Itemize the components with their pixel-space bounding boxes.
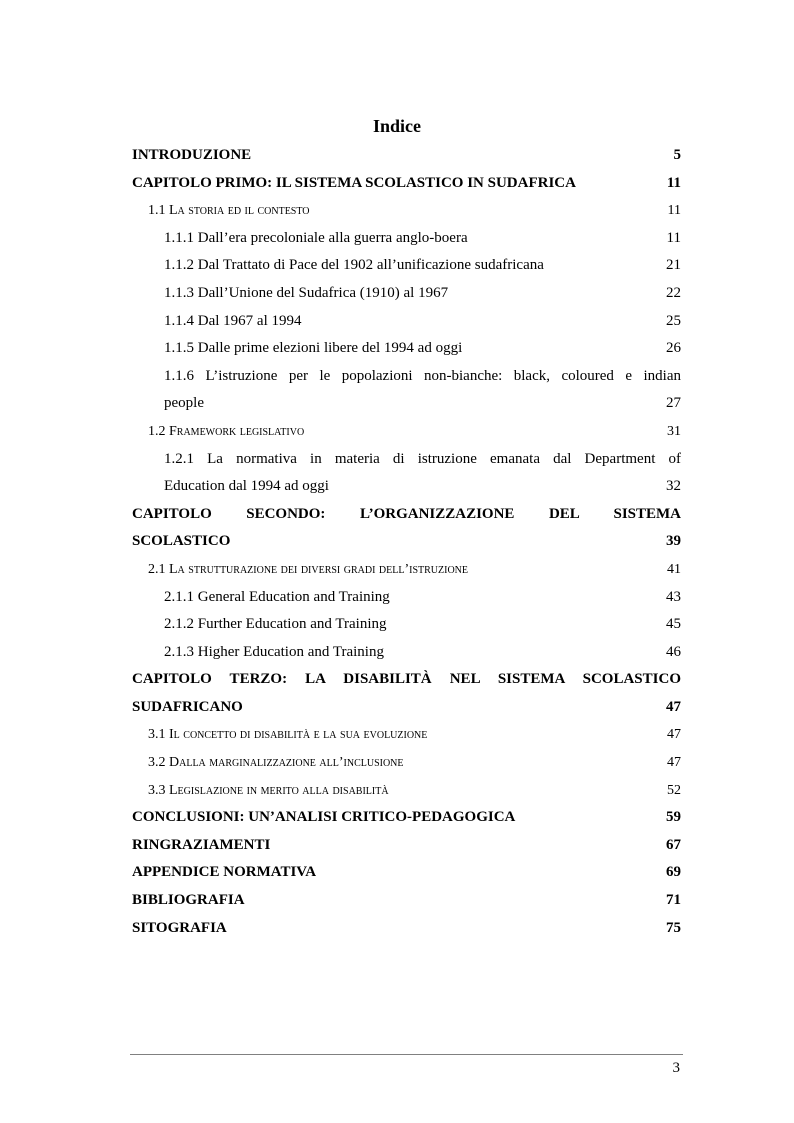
page-number: 3 (672, 1060, 680, 1076)
toc-entry-line2 (132, 694, 681, 722)
toc-entry-label-line1: 1.1.6 L’istruzione per le popolazioni non-bianche: black, coloured e indian (164, 367, 681, 384)
toc-entry-page: 27 (666, 395, 681, 412)
toc-entry-bibliografia[interactable] (132, 887, 681, 915)
toc-entry-page: 47 (667, 727, 681, 743)
toc-entry-page: 46 (666, 643, 681, 660)
toc-entry-page: 69 (666, 864, 681, 881)
toc-entry-page: 59 (666, 809, 681, 826)
toc-entry-page: 11 (667, 203, 681, 219)
toc-entry-label: 1.2 Framework legislativo (148, 423, 305, 439)
toc-entry-2-1-2[interactable] (132, 611, 681, 639)
toc-entry-2-1-1[interactable] (132, 584, 681, 612)
toc-entry-capitolo-terzo[interactable] (132, 666, 681, 721)
toc-entry-page: 32 (666, 478, 681, 495)
toc-entry-ringraziamenti[interactable] (132, 832, 681, 860)
toc-entry-label: 1.1.1 Dall’era precoloniale alla guerra anglo-boera (164, 229, 468, 246)
toc-entry-label: CAPITOLO PRIMO: IL SISTEMA SCOLASTICO IN SUDAFRICA (132, 174, 576, 191)
toc-entry-label: 2.1.1 General Education and Training (164, 588, 390, 605)
toc-entry-label: 3.1 Il concetto di disabilità e la sua evoluzione (148, 727, 428, 743)
toc-entry-label: 2.1.2 Further Education and Training (164, 616, 387, 633)
toc-entry-page: 47 (666, 698, 681, 715)
toc-entry-label: 3.2 Dalla marginalizzazione all’inclusione (148, 755, 404, 771)
footer-rule (130, 1054, 683, 1055)
toc-entry-label: 2.1 La strutturazione dei diversi gradi dell’istruzione (148, 561, 469, 577)
toc-entry-1-1-4[interactable] (132, 308, 681, 336)
toc-entry-page: 31 (667, 423, 681, 439)
toc-entry-1-1-3[interactable] (132, 280, 681, 308)
toc-entry-3-3[interactable] (132, 777, 681, 805)
toc-entry-page: 41 (667, 561, 681, 577)
toc-entry-2-1[interactable] (132, 556, 681, 584)
toc-entry-page: 11 (666, 229, 681, 246)
toc-entry-page: 25 (666, 312, 681, 329)
toc-entry-page: 43 (666, 588, 681, 605)
toc-entry-1-1[interactable] (132, 197, 681, 225)
toc-entry-1-1-6[interactable] (132, 363, 681, 418)
toc-entry-sitografia[interactable] (132, 915, 681, 943)
toc-entry-label: 3.3 Legislazione in merito alla disabilità (148, 782, 389, 798)
toc-entry-label: 1.1.2 Dal Trattato di Pace del 1902 all’unificazione sudafricana (164, 257, 544, 274)
toc-entry-label: RINGRAZIAMENTI (132, 836, 271, 853)
toc-entry-label-line1: CAPITOLO TERZO: LA DISABILITÀ NEL SISTEMA SCOLASTICO (132, 671, 681, 688)
toc-entry-label: INTRODUZIONE (132, 147, 252, 163)
toc-entry-capitolo-primo[interactable] (132, 170, 681, 198)
toc-entry-page: 67 (666, 836, 681, 853)
toc-entry-2-1-3[interactable] (132, 639, 681, 667)
toc-entry-label: SITOGRAFIA (132, 919, 227, 936)
toc-entry-page: 26 (666, 340, 681, 357)
toc-entry-appendice-normativa[interactable] (132, 859, 681, 887)
toc-entry-line2 (132, 528, 681, 556)
toc-entry-line2 (164, 473, 681, 501)
toc-entry-label-line2: SUDAFRICANO (132, 698, 243, 715)
toc-entry-label-line1: 1.2.1 La normativa in materia di istruzione emanata dal Department of (164, 450, 681, 467)
table-of-contents (132, 142, 681, 942)
toc-entry-1-1-2[interactable] (132, 252, 681, 280)
toc-entry-3-2[interactable] (132, 749, 681, 777)
toc-entry-page: 52 (667, 782, 681, 798)
toc-entry-label: 1.1 La storia ed il contesto (148, 203, 310, 219)
toc-entry-page: 45 (666, 616, 681, 633)
toc-entry-page: 47 (667, 755, 681, 771)
toc-entry-label: 1.1.5 Dalle prime elezioni libere del 1994 ad oggi (164, 340, 463, 357)
toc-entry-page: 21 (666, 257, 681, 274)
toc-entry-1-1-5[interactable] (132, 335, 681, 363)
toc-entry-label: 1.1.4 Dal 1967 al 1994 (164, 312, 302, 329)
toc-entry-page: 22 (666, 284, 681, 301)
toc-entry-conclusioni[interactable] (132, 804, 681, 832)
toc-entry-page: 5 (673, 147, 681, 163)
toc-entry-3-1[interactable] (132, 721, 681, 749)
toc-entry-label: BIBLIOGRAFIA (132, 892, 245, 909)
toc-entry-label: CONCLUSIONI: UN’ANALISI CRITICO-PEDAGOGICA (132, 809, 516, 826)
toc-entry-page: 71 (666, 892, 681, 909)
toc-entry-label: 1.1.3 Dall’Unione del Sudafrica (1910) al 1967 (164, 284, 449, 301)
toc-entry-label: 2.1.3 Higher Education and Training (164, 643, 384, 660)
toc-entry-1-2-1[interactable] (132, 446, 681, 501)
toc-entry-line2 (164, 390, 681, 418)
toc-entry-capitolo-secondo[interactable] (132, 501, 681, 556)
toc-entry-1-2[interactable] (132, 418, 681, 446)
toc-entry-label-line2: Education dal 1994 ad oggi (164, 478, 329, 495)
toc-entry-page: 39 (666, 533, 681, 550)
toc-entry-label: APPENDICE NORMATIVA (132, 864, 317, 881)
toc-entry-page: 75 (666, 919, 681, 936)
toc-entry-label-line1: CAPITOLO SECONDO: L’ORGANIZZAZIONE DEL SISTEMA (132, 505, 681, 522)
page-title: Indice (372, 116, 421, 136)
toc-entry-label-line2: SCOLASTICO (132, 533, 231, 550)
toc-entry-label-line2: people (164, 395, 204, 412)
toc-entry-introduzione[interactable] (132, 142, 681, 170)
toc-entry-page: 11 (666, 174, 681, 191)
toc-entry-1-1-1[interactable] (132, 225, 681, 253)
